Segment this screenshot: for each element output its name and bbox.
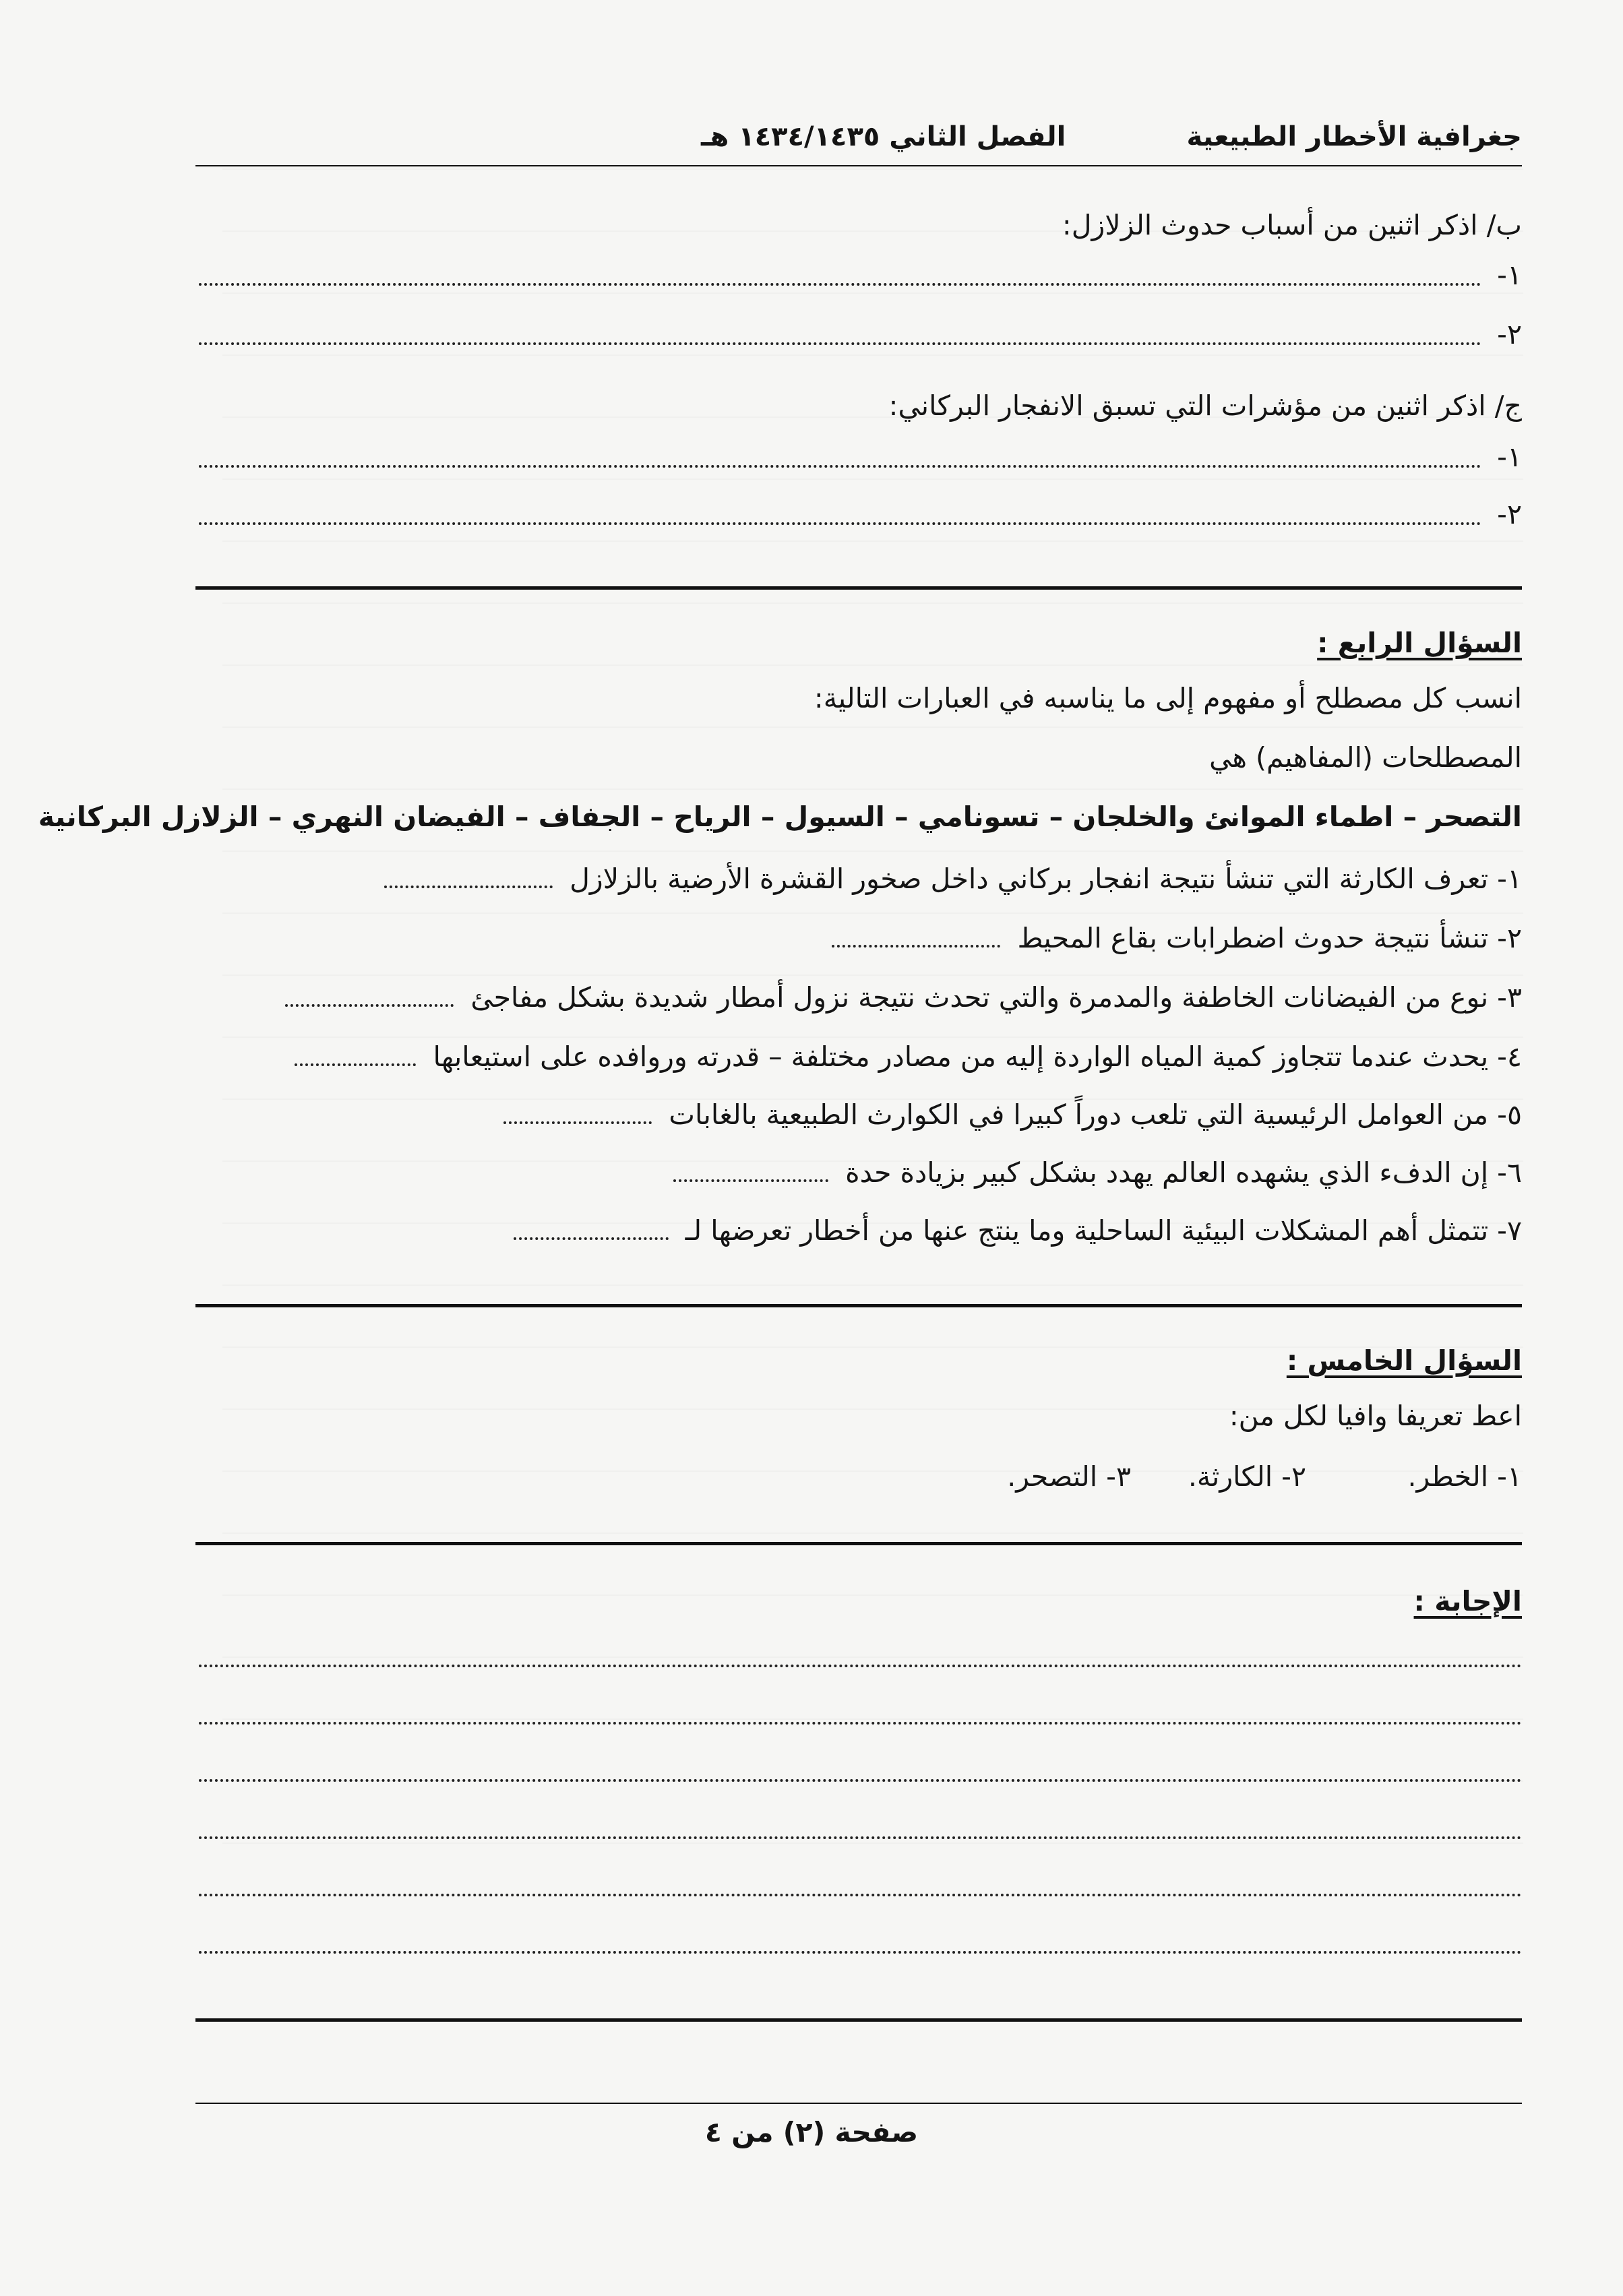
answer-line-3 (199, 1779, 1522, 1782)
section-divider (195, 1304, 1522, 1307)
q4-statement-text: ٣- نوع من الفيضانات الخاطفة والمدمرة والتي تحدث نتيجة نزول أمطار شديدة بشكل مفاجئ (470, 981, 1522, 1014)
section-c-num-1: ١- (1497, 441, 1522, 473)
section-divider (195, 2018, 1522, 2022)
answer-line-6 (199, 1951, 1522, 1954)
answer-dots (199, 522, 1481, 525)
answer-dots (199, 465, 1481, 468)
footer-divider (195, 2103, 1522, 2104)
fill-blank (503, 1109, 652, 1124)
fill-blank (285, 992, 454, 1007)
subject-title: جغرافية الأخطار الطبيعية (1186, 121, 1522, 152)
fill-blank (514, 1225, 669, 1240)
header-divider (195, 165, 1522, 166)
section-divider (195, 586, 1522, 590)
section-b-num-1: ١- (1497, 259, 1522, 291)
q4-statement-text: ٤- يحدث عندما تتجاوز كمية المياه الواردة إليه من مصادر مختلفة – قدرته وروافده على استيعابها (433, 1041, 1522, 1073)
answer-line-1 (199, 1665, 1522, 1667)
q4-statement-1 (384, 863, 1522, 895)
q4-statement-3 (285, 981, 1522, 1014)
q4-statement-text: ٧- تتمثل أهم المشكلات البيئية الساحلية وما ينتج عنها من أخطار تعرضها لـ (685, 1214, 1522, 1247)
fill-blank (384, 873, 553, 888)
q4-statement-text: ١- تعرف الكارثة التي تنشأ نتيجة انفجار بركاني داخل صخور القشرة الأرضية بالزلازل (570, 863, 1522, 895)
answer-line-5 (199, 1894, 1522, 1896)
section-b-line-2 (199, 318, 1522, 350)
section-divider (195, 1542, 1522, 1545)
q4-statement-7 (514, 1214, 1522, 1247)
q4-statement-2 (832, 922, 1522, 954)
section-c-prompt: ج/ اذكر اثنين من مؤشرات التي تسبق الانفجار البركاني: (888, 390, 1522, 422)
q5-item-2: ٢- الكارثة. (1188, 1460, 1306, 1493)
answer-line-4 (199, 1836, 1522, 1839)
q4-statement-5 (503, 1098, 1522, 1131)
q4-terms-list: التصحر – اطماء الموانئ والخلجان – تسونامي – السيول – الرياح – الجفاف – الفيضان النهري – الزلازل البركانية (38, 801, 1522, 833)
q5-item-3: ٣- التصحر. (1007, 1460, 1131, 1493)
q4-statement-text: ٥- من العوامل الرئيسية التي تلعب دوراً كبيرا في الكوارث الطبيعية بالغابات (669, 1098, 1522, 1131)
section-b-line-1 (199, 259, 1522, 291)
answer-dots (199, 342, 1481, 345)
fill-blank (832, 933, 1000, 948)
fill-blank (295, 1051, 416, 1066)
q5-instruction: اعط تعريفا وافيا لكل من: (1229, 1400, 1522, 1432)
section-b-num-2: ٢- (1497, 318, 1522, 350)
q4-instruction: انسب كل مصطلح أو مفهوم إلى ما يناسبه في العبارات التالية: (814, 682, 1522, 714)
q4-statement-text: ٢- تنشأ نتيجة حدوث اضطرابات بقاع المحيط (1017, 922, 1522, 954)
q5-item-1: ١- الخطر. (1407, 1460, 1522, 1493)
section-c-line-1 (199, 441, 1522, 473)
section-c-line-2 (199, 498, 1522, 530)
page-number: صفحة (٢) من ٤ (704, 2116, 919, 2148)
term-label: الفصل الثاني ١٤٣٤/١٤٣٥ هـ (701, 121, 1066, 152)
answer-dots (199, 283, 1481, 286)
q4-statement-6 (673, 1156, 1522, 1189)
answer-line-2 (199, 1722, 1522, 1725)
q5-title: السؤال الخامس : (1286, 1344, 1522, 1377)
answer-title: الإجابة : (1413, 1585, 1522, 1617)
q4-statement-4 (295, 1041, 1522, 1073)
fill-blank (673, 1167, 828, 1182)
q4-statement-text: ٦- إن الدفء الذي يشهده العالم يهدد بشكل كبير بزيادة حدة (845, 1156, 1522, 1189)
section-b-prompt: ب/ اذكر اثنين من أسباب حدوث الزلازل: (1062, 209, 1522, 241)
section-c-num-2: ٢- (1497, 498, 1522, 530)
q4-title: السؤال الرابع : (1317, 627, 1522, 659)
q4-terms-label: المصطلحات (المفاهيم) هي (1209, 741, 1522, 774)
